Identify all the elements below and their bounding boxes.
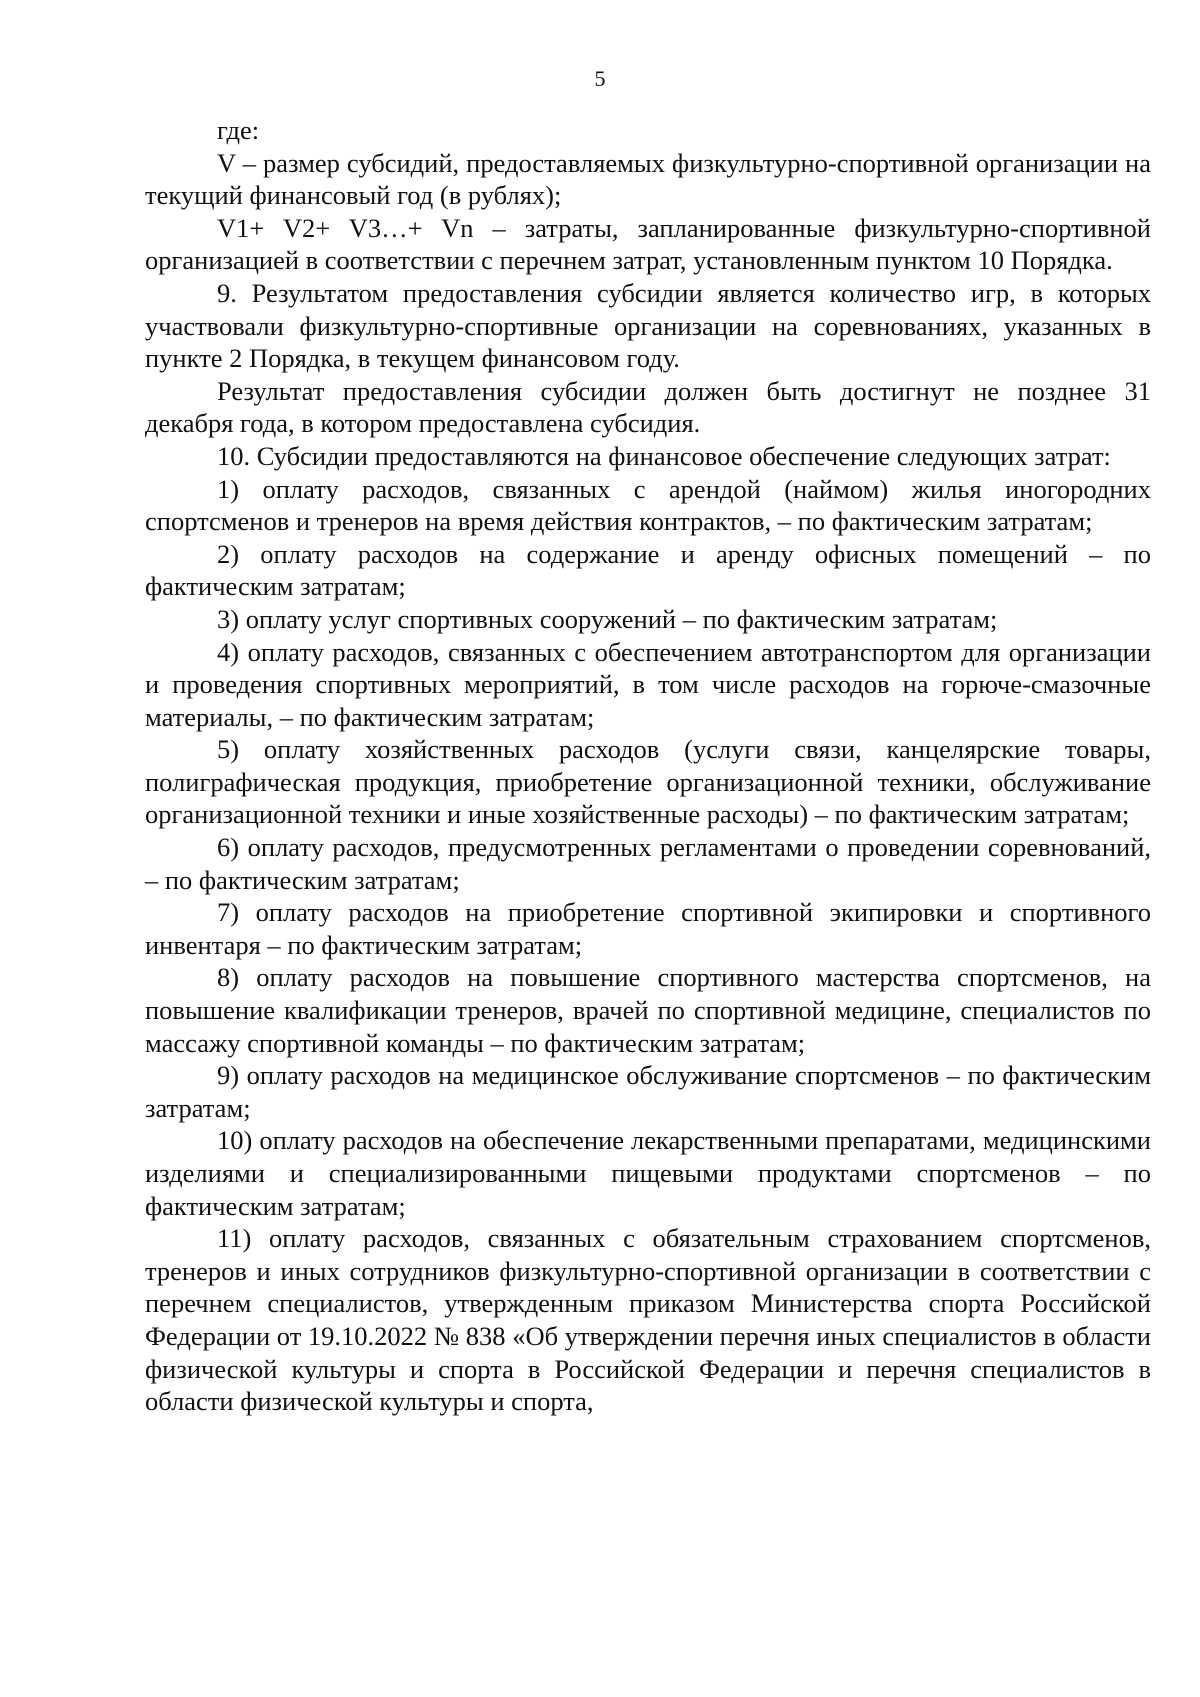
paragraph-where: где: <box>217 115 260 145</box>
list-item-5-household: 5) оплату хозяйственных расходов (услуги связи, канцелярские товары, полиграфическая продукция, приобретение организационной техники, обслуживание организационной техники и иные хозяйственные расходы) – по фактическим затратам; <box>145 734 1151 830</box>
list-item-7-equipment: 7) оплату расходов на приобретение спортивной экипировки и спортивного инвентаря – по фактическим затратам; <box>145 897 1151 960</box>
page-number: 5 <box>594 66 606 91</box>
paragraph-result-deadline: Результат предоставления субсидии должен быть достигнут не позднее 31 декабря года, в котором предоставлена субсидия. <box>145 375 1151 439</box>
list-item-11-insurance: 11) оплату расходов, связанных с обязательным страхованием спортсменов, тренеров и иных сотрудников физкультурно-спортивной организации в соответствии с перечнем специалистов, утвержденным приказом Министерства спорта Российской Федерации от 19.10.2022 № 838 «Об утверждении перечня иных специалистов в области физической культуры и спорта в Российской Федерации и перечня специалистов в области физической культуры и спорта, <box>145 1223 1151 1417</box>
list-item-8-training: 8) оплату расходов на повышение спортивного мастерства спортсменов, на повышение квалификации тренеров, врачей по спортивной медицине, специалистов по массажу спортивной команды – по фактическим затратам; <box>145 962 1151 1058</box>
list-item-1-housing: 1) оплату расходов, связанных с арендой (наймом) жилья иногородних спортсменов и тренеров на время действия контрактов, – по фактическим затратам; <box>145 473 1151 537</box>
paragraph-item-10-costs: 10. Субсидии предоставляются на финансовое обеспечение следующих затрат: <box>217 440 1111 471</box>
document-body <box>145 114 1151 1418</box>
list-item-2-office: 2) оплату расходов на содержание и аренду офисных помещений – по фактическим затратам; <box>145 538 1151 602</box>
list-item-10-pharma: 10) оплату расходов на обеспечение лекарственными препаратами, медицинскими изделиями и специализированными пищевыми продуктами спортсменов – по фактическим затратам; <box>145 1125 1151 1221</box>
paragraph-item-9-result: 9. Результатом предоставления субсидии является количество игр, в которых участвовали физкультурно-спортивные организации на соревнованиях, указанных в пункте 2 Порядка, в текущем финансовом году. <box>145 277 1151 374</box>
list-item-3-facilities: 3) оплату услуг спортивных сооружений – по фактическим затратам; <box>217 603 998 634</box>
paragraph-v-definition: V – размер субсидий, предоставляемых физкультурно-спортивной организации на текущий финансовый год (в рублях); <box>145 147 1151 211</box>
list-item-6-regulations: 6) оплату расходов, предусмотренных регламентами о проведении соревнований, – по фактическим затратам; <box>145 832 1151 895</box>
list-item-4-transport: 4) оплату расходов, связанных с обеспечением автотранспортом для организации и проведения спортивных мероприятий, в том числе расходов на горюче-смазочные материалы, – по фактическим затратам; <box>145 636 1151 732</box>
paragraph-v-sum-definition: V1+ V2+ V3…+ Vn – затраты, запланированные физкультурно-спортивной организацией в соответствии с перечнем затрат, установленным пунктом 10 Порядка. <box>145 212 1151 276</box>
list-item-9-medical: 9) оплату расходов на медицинское обслуживание спортсменов – по фактическим затратам; <box>145 1060 1151 1123</box>
